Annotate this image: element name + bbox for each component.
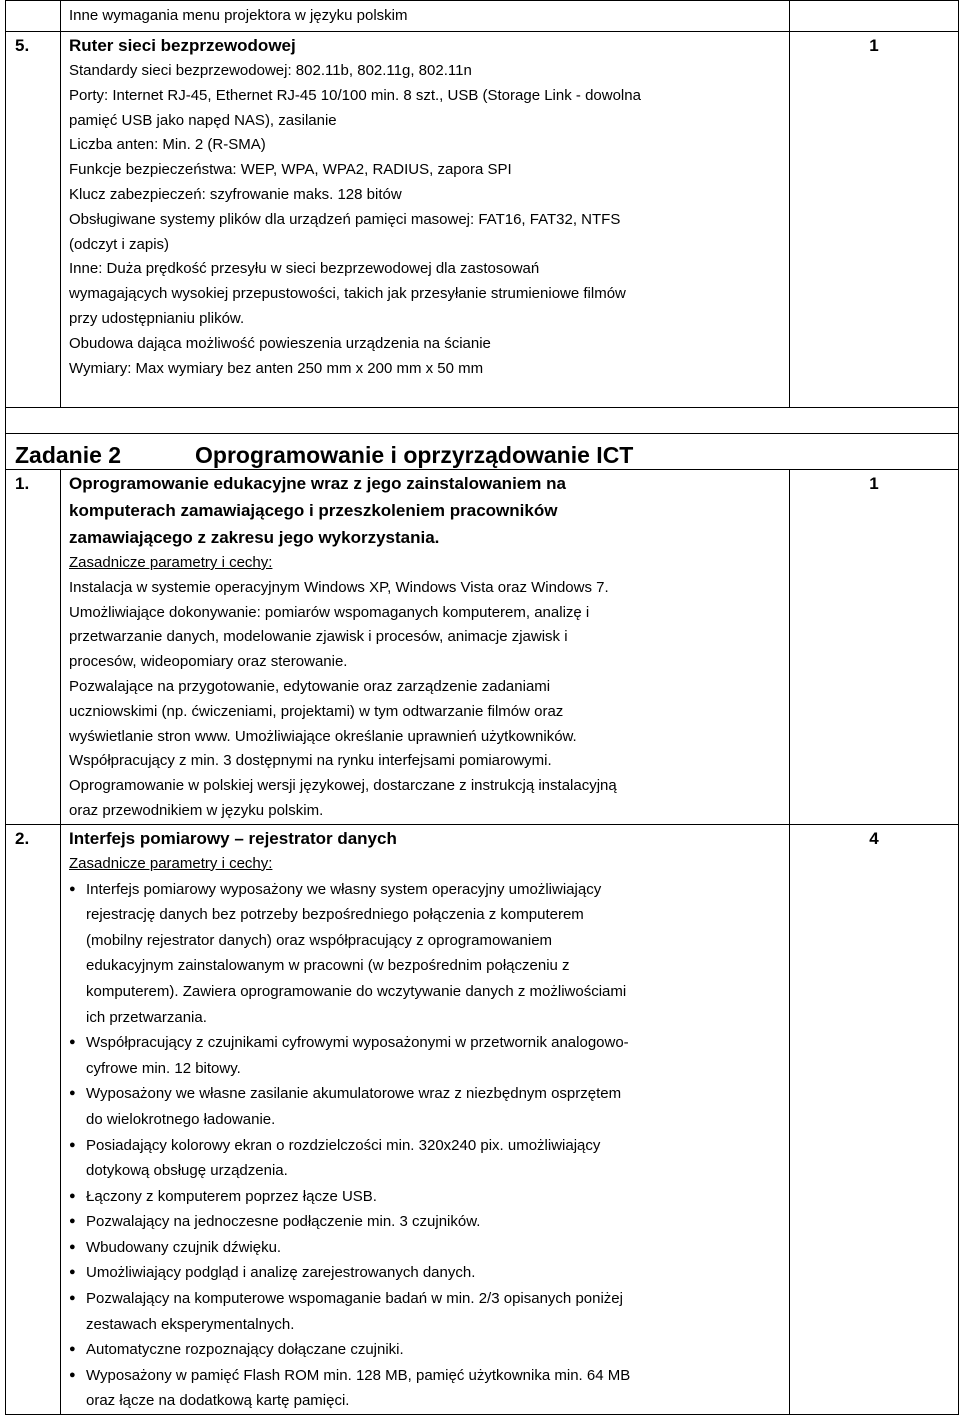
bullet-line: cyfrowe min. 12 bitowy. [86, 1059, 241, 1077]
spec-line: Liczba anten: Min. 2 (R-SMA) [69, 136, 266, 154]
feature-bullet-list [69, 877, 783, 1414]
item-heading-line: komputerach zamawiającego i przeszkoleniem pracowników [69, 501, 558, 520]
bullet-line: ● Pozwalający na jednoczesne podłączenie min. 3 czujników. [86, 1213, 481, 1231]
specification-table [5, 0, 959, 1415]
item-quantity: 4 [869, 828, 879, 848]
item-quantity: 1 [869, 474, 879, 493]
bullet-line: ● Wbudowany czujnik dźwięku. [86, 1238, 282, 1256]
spec-line: Pozwalające na przygotowanie, edytowanie oraz zarządzenie zadaniami [69, 677, 551, 695]
spec-line: Funkcje bezpieczeństwa: WEP, WPA, WPA2, RADIUS, zapora SPI [69, 161, 512, 179]
bullet-line: ● Łączony z komputerem poprzez łącze USB. [86, 1187, 377, 1205]
spec-line: procesów, wideopomiary oraz sterowanie. [69, 653, 348, 671]
bullet-line: ● Interfejs pomiarowy wyposażony we własny system operacyjny umożliwiający [86, 880, 602, 898]
task-title: Oprogramowanie i oprzyrządowanie ICT [195, 442, 634, 468]
spec-line: przetwarzanie danych, modelowanie zjawisk i procesów, animacje zjawisk i [69, 628, 568, 646]
router-spec-list [69, 59, 783, 381]
bullet-line: ● Wyposażony w pamięć Flash ROM min. 128 MB, pamięć użytkownika min. 64 MB [86, 1366, 631, 1384]
spec-line: uczniowskimi (np. ćwiczeniami, projektami) w tym odtwarzanie filmów oraz [69, 702, 564, 720]
bullet-item [86, 1337, 783, 1363]
bullet-line: dotykową obsługę urządzenia. [86, 1162, 288, 1180]
spec-line: (odczyt i zapis) [69, 235, 170, 253]
spec-line: Porty: Internet RJ-45, Ethernet RJ-45 10/100 min. 8 szt., USB (Storage Link - dowolna [69, 86, 641, 104]
spec-line: Współpracujący z min. 3 dostępnymi na rynku interfejsami pomiarowymi. [69, 752, 552, 770]
spec-line: Inne: Duża prędkość przesyłu w sieci bezprzewodowej dla zastosowań [69, 260, 540, 278]
spec-line: Umożliwiające dokonywanie: pomiarów wspomaganych komputerem, analizę i [69, 603, 590, 621]
table-row [6, 32, 959, 408]
spec-line: Instalacja w systemie operacyjnym Windows XP, Windows Vista oraz Windows 7. [69, 578, 609, 596]
spec-line: Oprogramowanie w polskiej wersji językowej, dostarczane z instrukcją instalacyjną [69, 777, 617, 795]
params-label: Zasadnicze parametry i cechy: [69, 554, 273, 571]
bullet-line: rejestrację danych bez potrzeby bezpośredniego połączenia z komputerem [86, 906, 584, 924]
bullet-item [86, 1363, 783, 1414]
spec-line: przy udostępnianiu plików. [69, 309, 245, 327]
bullet-line: ● Automatyczne rozpoznający dołączane czujniki. [86, 1341, 404, 1359]
bullet-item [86, 1184, 783, 1210]
item-heading-line: zamawiającego z zakresu jego wykorzystania. [69, 528, 440, 547]
bullet-item [86, 1030, 783, 1081]
bullet-item [86, 1209, 783, 1235]
bullet-item [86, 1260, 783, 1286]
item-title [69, 825, 783, 852]
spec-line: oraz przewodnikiem w języku polskim. [69, 801, 324, 819]
item-heading-line: Oprogramowanie edukacyjne wraz z jego zainstalowaniem na [69, 474, 566, 493]
bullet-line: ● Współpracujący z czujnikami cyfrowymi wyposażonymi w przetwornik analogowo- [86, 1034, 629, 1052]
bullet-line: ● Pozwalający na komputerowe wspomaganie badań w min. 2/3 opisanych poniżej [86, 1290, 623, 1308]
task-label: Zadanie 2 [15, 442, 122, 468]
bullet-item [86, 1286, 783, 1337]
bullet-line: oraz łącze na dodatkową kartę pamięci. [86, 1392, 350, 1410]
bullet-item [86, 877, 783, 1031]
empty-row [6, 408, 959, 434]
table-row [6, 824, 959, 1414]
bullet-line: (mobilny rejestrator danych) oraz współpracujący z oprogramowaniem [86, 931, 553, 949]
item-title: Ruter sieci bezprzewodowej [69, 36, 296, 55]
spec-line: Obsługiwane systemy plików dla urządzeń pamięci masowej: FAT16, FAT32, NTFS [69, 210, 621, 228]
item-number: 2. [15, 828, 30, 848]
item-number: 5. [15, 36, 30, 55]
spec-line: wymagających wysokiej przepustowości, takich jak przesyłanie strumieniowe filmów [69, 285, 626, 303]
bullet-item [86, 1133, 783, 1184]
requirement-text: Inne wymagania menu projektora w języku polskim [69, 7, 408, 24]
spec-line: pamięć USB jako napęd NAS), zasilanie [69, 111, 337, 129]
bullet-line: komputerem). Zawiera oprogramowanie do wczytywanie danych z możliwościami [86, 982, 627, 1000]
bullet-line: edukacyjnym zainstalowanym w pracowni (w bezpośrednim połączeniu z [86, 957, 570, 975]
item-quantity: 1 [869, 36, 879, 55]
bullet-item [86, 1235, 783, 1261]
spec-line: Standardy sieci bezprzewodowej: 802.11b, 802.11g, 802.11n [69, 62, 472, 79]
bullet-line: ● Umożliwiający podgląd i analizę zarejestrowanych danych. [86, 1264, 476, 1282]
bullet-line: ● Posiadający kolorowy ekran o rozdzielczości min. 320x240 pix. umożliwiający [86, 1136, 601, 1154]
item-number: 1. [15, 474, 30, 493]
spec-line: wyświetlanie stron www. Umożliwiające określanie uprawnień użytkowników. [69, 727, 577, 745]
spec-line: Wymiary: Max wymiary bez anten 250 mm x 200 mm x 50 mm [69, 359, 484, 377]
bullet-item [86, 1081, 783, 1132]
table-row [6, 470, 959, 825]
bullet-line: ich przetwarzania. [86, 1008, 207, 1026]
bullet-line: do wielokrotnego ładowanie. [86, 1110, 276, 1128]
bullet-line: zestawach eksperymentalnych. [86, 1315, 295, 1333]
spec-line: Klucz zabezpieczeń: szyfrowanie maks. 128 bitów [69, 185, 402, 203]
item-title-part: Interfejs pomiarowy [69, 828, 230, 848]
spec-line: Obudowa dająca możliwość powieszenia urządzenia na ścianie [69, 334, 491, 352]
table-row [6, 1, 959, 32]
task-header-row [6, 434, 959, 470]
bullet-line: ● Wyposażony we własne zasilanie akumulatorowe wraz z niezbędnym osprzętem [86, 1085, 622, 1103]
item-title-part: – rejestrator danych [229, 828, 397, 848]
params-label: Zasadnicze parametry i cechy: [69, 854, 273, 872]
